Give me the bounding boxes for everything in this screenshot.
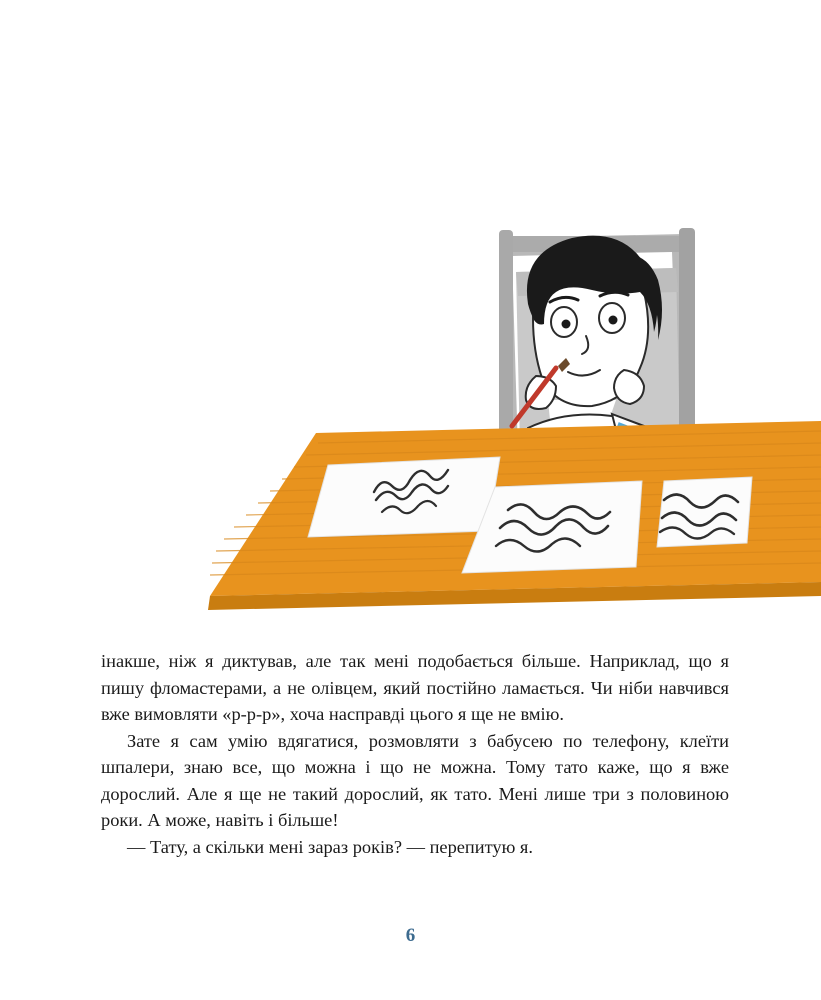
paper-sheet-left bbox=[308, 457, 500, 537]
illustration-boy-at-desk bbox=[0, 200, 821, 630]
paragraph-3: — Тату, а скільки мені зараз років? — перепитую я. bbox=[127, 836, 533, 857]
body-text bbox=[101, 648, 729, 860]
paragraph-2: Зате я сам умію вдягатися, розмовляти з бабусею по телефону, клеїти шпалери, знаю все, що можна і що не можна. Тому тато каже, що я вже дорослий. Але я ще не такий дорослий, як тато. Мені лише три з половиною роки. А може, навіть і більше! bbox=[101, 730, 729, 830]
page-number: 6 bbox=[405, 925, 416, 946]
paper-sheet-right bbox=[657, 477, 752, 547]
paragraph-1: інакше, ніж я диктував, але так мені подобається більше. Наприклад, що я пишу фломастерами, а не олівцем, який постійно ламається. Чи ніби навчився вже вимовляти «р-р-р», хоча насправді цього я ще не вмію. bbox=[101, 651, 729, 724]
illustration-svg bbox=[0, 200, 821, 630]
